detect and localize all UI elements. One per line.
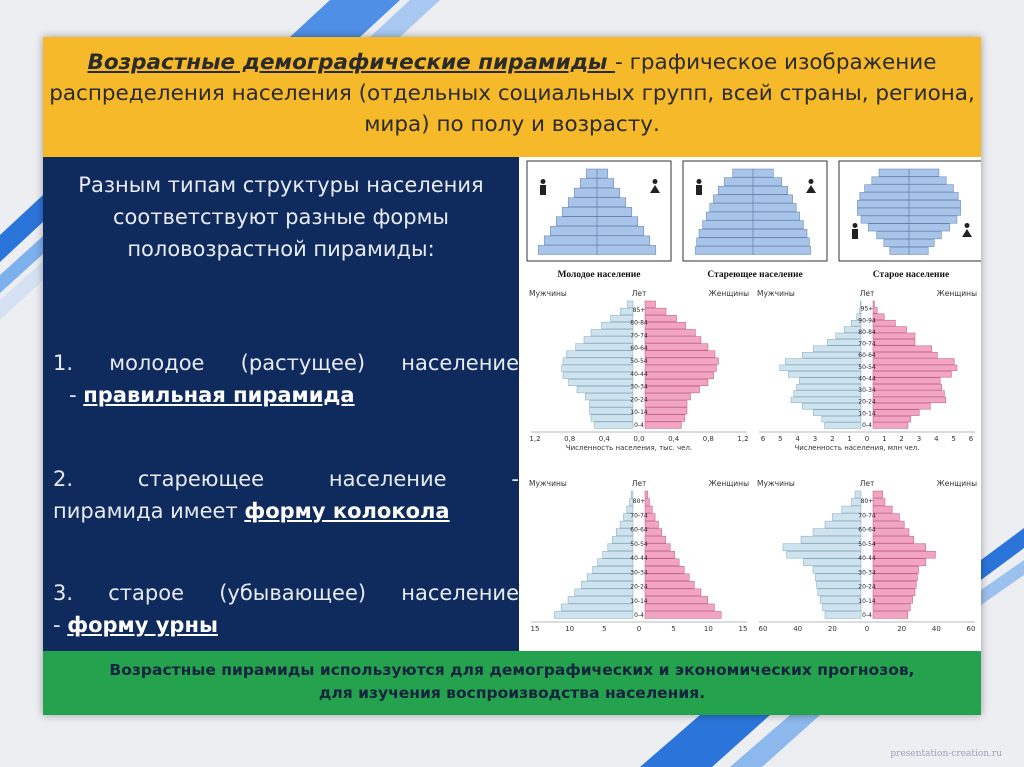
female-head [809,179,814,184]
women-bar [645,386,700,393]
x-tick: 10 [565,625,575,633]
women-bar [645,536,666,543]
men-bar [836,333,861,339]
men-bar [568,596,633,603]
men-bar [603,551,633,558]
women-bar [645,596,708,603]
women-bar [645,499,649,506]
age-tick: 60-64 [858,526,876,534]
women-bar [873,529,909,536]
women-label: Женщины [936,289,977,298]
item-lead: 3. старое (убывающее) население [53,581,519,605]
men-label: Мужчины [757,479,795,488]
men-bar [802,352,861,358]
women-bar [645,401,687,408]
schematic-pyramids [525,157,981,283]
men-bar [799,378,861,384]
schematic-1 [683,161,827,280]
age-axis-label: Лет [631,479,647,488]
age-tick: 70-74 [858,340,876,348]
women-bar [873,611,908,618]
women-bar [645,611,721,618]
header-banner [43,37,981,157]
men-bar [584,337,633,344]
men-label: Мужчины [529,289,567,298]
men-bar [555,611,633,618]
women-label: Женщины [708,479,749,488]
men-bar [587,574,633,581]
x-tick: 15 [738,625,748,633]
women-bar [645,372,714,379]
male-body [852,229,858,239]
women-bar [873,596,913,603]
age-tick: 10-14 [858,410,876,418]
x-tick: 5 [602,625,607,633]
women-bar [645,393,691,400]
x-axis-label: Численность населения, млн чел. [794,444,920,452]
women-bar [645,315,677,322]
women-bar [873,491,883,498]
age-tick: 90-94 [858,317,876,325]
item-lead: 2. стареющее население - [53,467,519,491]
x-tick: 1,2 [529,435,541,443]
men-bar [813,346,861,352]
age-tick: 10-14 [630,409,648,417]
women-bar [873,359,954,365]
women-bar [873,339,915,345]
age-tick: 40-44 [630,370,648,378]
intro-text: Разным типам структуры населения соответствуют разные формы половозрастной пирамиды: [78,173,484,261]
item-dash: пирамида имеет [53,499,245,523]
men-bar [591,329,633,336]
men-bar [591,415,633,422]
women-bar [645,365,716,372]
women-bar [645,491,648,498]
age-tick: 60-64 [630,526,648,534]
pyramid-chart-2 [529,479,749,633]
women-bar [873,327,907,333]
women-bar [873,514,899,521]
women-bar [645,559,679,566]
x-tick: 3 [812,435,818,443]
x-tick: 40 [931,625,941,633]
footer-line-1: Возрастные пирамиды используются для демографических и экономических прогнозов, [109,661,915,679]
men-bar [801,536,861,543]
men-bar [590,401,633,408]
age-tick: 85+ [632,306,646,314]
women-bar [873,371,951,377]
x-tick: 0 [636,625,642,633]
women-bar [873,410,919,416]
women-bar [645,358,719,365]
age-tick: 80+ [860,498,874,506]
men-bar [780,365,861,371]
female-head [653,179,658,184]
population-pyramid-charts [525,289,981,651]
women-bar [645,422,681,429]
women-bar [873,352,937,358]
list-item-old [53,577,519,641]
women-bar [873,499,885,506]
men-bar [825,521,861,528]
women-bar [873,384,942,390]
age-tick: 70-74 [858,512,876,520]
schematic-0 [527,161,671,280]
men-bar [567,351,634,358]
age-tick: 50-54 [858,540,876,548]
men-bar [602,322,634,329]
age-tick: 50-54 [858,363,876,371]
women-label: Женщины [936,479,977,488]
men-bar [788,371,861,377]
men-bar [802,403,861,409]
age-tick: 0-4 [862,612,872,619]
schematic-caption: Стареющее население [707,270,803,280]
pyramid-chart-3 [757,479,977,633]
women-bar [645,581,694,588]
x-tick: 0,4 [598,435,610,443]
men-bar [785,359,861,365]
age-tick: 40-44 [630,555,648,563]
header-term: Возрастные демографические пирамиды [87,50,615,75]
women-bar [873,559,926,566]
men-bar [593,566,633,573]
x-tick: 2 [830,435,835,443]
women-bar [873,423,908,429]
age-tick: 0-4 [634,422,644,429]
x-tick: 1,2 [737,435,749,443]
men-bar [787,551,861,558]
men-bar [791,397,861,403]
age-tick: 50-54 [630,358,648,365]
women-bar [873,566,919,573]
x-tick: 5 [778,435,783,443]
x-tick: 6 [760,435,766,443]
x-tick: 60 [966,625,976,633]
age-tick: 30-34 [858,569,876,577]
age-tick: 10-14 [630,597,648,605]
footer-line-2: для изучения воспроизводства населения. [318,684,706,702]
men-bar [817,581,861,588]
men-bar [820,596,861,603]
x-tick: 0,8 [702,435,714,443]
women-bar [873,397,946,403]
male-body [540,185,546,195]
women-bar [873,589,915,596]
x-tick: 4 [795,435,800,443]
women-bar [873,307,877,313]
women-bar [873,551,935,558]
item-emphasis: правильная пирамида [83,383,355,407]
x-tick: 5 [951,435,956,443]
age-tick: 80+ [632,498,646,506]
men-bar [825,611,861,618]
age-tick: 0-4 [634,612,644,619]
women-bar [873,320,895,326]
x-tick: 0 [864,625,870,633]
men-bar [822,416,861,422]
women-bar [645,574,689,581]
age-tick: 60-64 [858,352,876,360]
men-bar [562,365,633,372]
x-axis-label: Численность населения, тыс. чел. [565,444,693,452]
age-tick: 10-14 [858,597,876,605]
header-definition: - графическое изображение распределения населения (отдельных социальных групп, всей страны, региона, мира) по полу и возрасту. [49,50,975,137]
male-head [853,223,858,228]
women-bar [873,536,914,543]
men-bar [585,393,633,400]
x-tick: 2 [899,435,904,443]
age-tick: 20-24 [630,583,648,591]
women-bar [873,581,916,588]
schematic-caption: Старое население [872,270,950,280]
women-bar [873,378,940,384]
men-bar [631,491,633,498]
women-bar [873,403,930,409]
women-bar [645,322,686,329]
women-bar [873,604,910,611]
x-tick: 15 [530,625,540,633]
men-bar [563,358,633,365]
women-bar [645,589,701,596]
men-bar [827,339,861,345]
pyramid-chart-1 [757,289,977,452]
age-tick: 60-64 [630,345,648,353]
women-bar [873,574,917,581]
male-figure-icon [696,179,702,195]
men-bar [851,499,861,506]
male-head [697,179,702,184]
x-tick: 20 [897,625,907,633]
age-tick: 20-24 [858,583,876,591]
women-bar [645,329,695,336]
age-tick: 80-84 [630,319,648,327]
x-tick: 1 [847,435,852,443]
age-tick: 30-34 [630,383,648,391]
schematic-2 [839,161,981,280]
left-panel [43,157,519,651]
age-tick: 0-4 [862,422,872,429]
women-bar [873,506,892,513]
x-tick: 0 [864,435,870,443]
men-bar [595,422,634,429]
women-bar [873,333,915,339]
women-bar [873,391,944,397]
age-tick: 30-34 [858,387,876,395]
x-tick: 0,8 [564,435,576,443]
men-bar [569,379,633,386]
age-tick: 40-44 [858,375,876,383]
x-tick: 4 [934,435,939,443]
women-bar [873,544,926,551]
age-axis-label: Лет [631,289,647,298]
age-tick: 70-74 [630,332,648,340]
men-bar [590,408,633,415]
schematic-caption: Молодое население [557,270,641,280]
x-tick: 1 [882,435,887,443]
slide [43,37,981,715]
age-axis-label: Лет [859,289,875,298]
men-bar [563,372,633,379]
item-dash: - [69,383,84,407]
x-tick: 5 [671,625,676,633]
women-bar [645,344,708,351]
x-tick: 6 [968,435,974,443]
x-tick: 0,0 [633,435,645,443]
men-bar [581,581,633,588]
male-figure-icon [852,223,858,239]
women-bar [873,416,911,422]
male-figure-icon [540,179,546,195]
x-tick: 20 [827,625,837,633]
men-bar [575,589,633,596]
women-bar [873,521,904,528]
women-bar [645,415,685,422]
men-bar [813,410,861,416]
watermark: presentation-creation.ru [890,749,1002,759]
x-tick: 10 [703,625,713,633]
age-tick: 50-54 [630,540,648,548]
women-bar [645,379,708,386]
item-emphasis: форму урны [67,613,218,637]
men-bar [813,529,861,536]
x-tick: 60 [758,625,768,633]
men-bar [797,384,861,390]
footer-banner [43,651,981,715]
age-tick: 95+ [860,305,874,313]
women-bar [645,604,714,611]
men-bar [561,604,633,611]
men-bar [818,589,861,596]
right-panel [525,157,981,651]
men-label: Мужчины [757,289,795,298]
age-tick: 40-44 [858,555,876,563]
women-label: Женщины [708,289,749,298]
men-bar [823,604,861,611]
women-bar [645,544,670,551]
men-bar [576,344,633,351]
men-bar [832,514,861,521]
men-bar [794,391,861,397]
men-bar [815,574,861,581]
male-body [696,185,702,195]
list-item-young [53,347,519,411]
list-item-aging [53,463,519,527]
age-tick: 30-34 [630,569,648,577]
women-bar [873,346,932,352]
men-bar [783,544,861,551]
item-dash: - [53,613,68,637]
x-tick: 0,4 [668,435,680,443]
men-bar [825,423,861,429]
x-tick: 3 [916,435,922,443]
women-bar [645,301,656,308]
men-bar [855,491,861,498]
men-bar [813,566,861,573]
women-bar [645,351,715,358]
men-bar [598,559,633,566]
item-emphasis: форму колокола [244,499,450,523]
men-bar [620,308,633,315]
men-bar [803,559,861,566]
age-tick: 20-24 [630,396,648,404]
men-bar [577,386,633,393]
women-bar [645,408,687,415]
age-tick: 20-24 [858,398,876,406]
women-bar [645,308,666,315]
age-tick: 70-74 [630,512,648,520]
men-label: Мужчины [529,479,567,488]
female-head [965,223,970,228]
women-bar [645,566,684,573]
male-head [541,179,546,184]
women-bar [645,551,675,558]
age-tick: 80-84 [858,328,876,336]
pyramid-chart-0 [529,289,749,452]
age-axis-label: Лет [859,479,875,488]
men-bar [608,544,633,551]
x-tick: 40 [793,625,803,633]
item-lead: 1. молодое (растущее) население [53,351,519,375]
women-bar [645,337,701,344]
women-bar [873,365,957,371]
